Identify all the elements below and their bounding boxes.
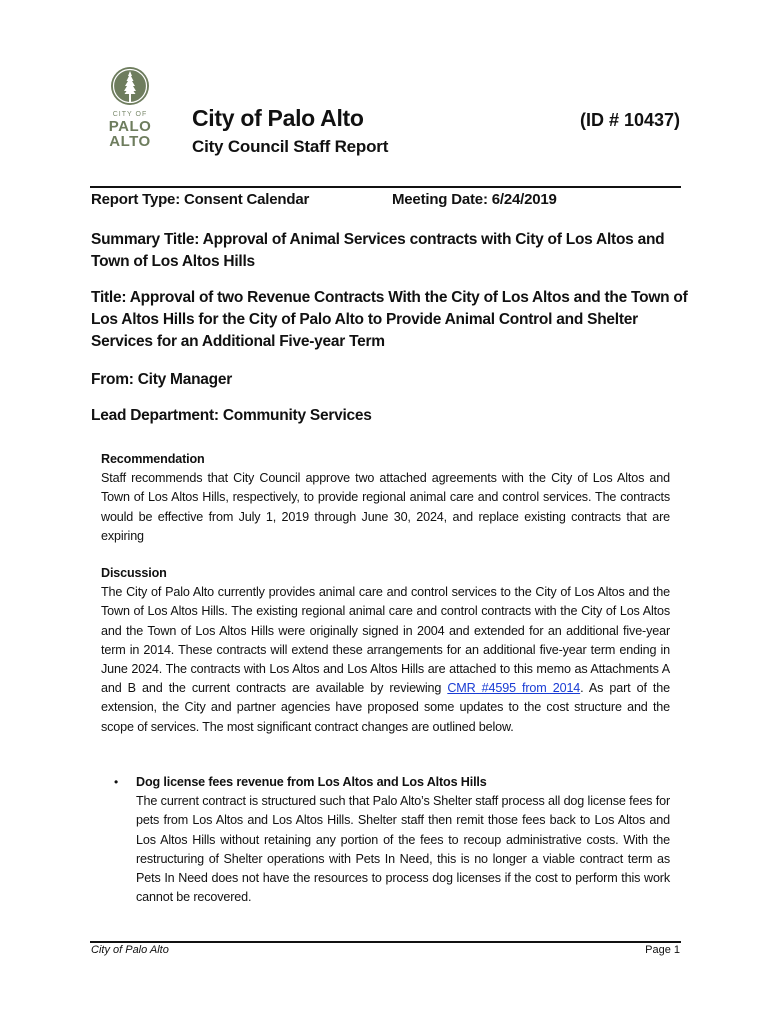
report-id: (ID # 10437) [580, 110, 681, 130]
bullet-list [101, 773, 670, 907]
cmr-4595-link[interactable]: CMR #4595 from 2014 [447, 681, 581, 696]
bullet-body: The current contract is structured such that Palo Alto’s Shelter staff process all dog license fees for pets from Los Altos and Los Altos Hills. Shelter staff then remit those fees back to Los Altos and Los Altos Hills without retaining any portion of the fees to recoup administrative costs. With the restructuring of Shelter operations with Pets In Need, this is no longer a viable contract term as Pets In Need does not have the resources to process dog licenses if the cost to perform this work cannot be recovered. [136, 794, 670, 905]
redwood-tree-icon [110, 66, 150, 106]
summary-title: Summary Title: Approval of Animal Services contracts with City of Los Altos and Town of Los Altos Hills [91, 231, 665, 270]
discussion-text-after-link: . As part of the extension, the City and partner agencies have proposed some updates to the cost structure and the scope of services. The most significant contract changes are outlined below. [101, 681, 670, 734]
report-title: Title: Approval of two Revenue Contracts With the City of Los Altos and the Town of Los Altos Hills for the City of Palo Alto to Provide Animal Control and Shelter Services for an Additional Five-year Term [91, 289, 688, 350]
page-subtitle: City Council Staff Report [192, 137, 389, 156]
from-line: From: City Manager [91, 371, 233, 388]
list-item [101, 773, 670, 907]
page-title: City of Palo Alto [192, 105, 364, 131]
recommendation-section [101, 450, 670, 546]
recommendation-heading: Recommendation [101, 452, 205, 466]
bullet-marker: • [114, 775, 119, 789]
discussion-text-before-link: The City of Palo Alto currently provides animal care and control services to the City of Los Altos and the Town of Los Altos Hills. The existing regional animal care and control contracts with the City of Los Altos and the Town of Los Altos Hills were originally signed in 2004 and extended for an additional five-year term in 2014. These contracts will extend these arrangements for an additional five-year term ending in June 2024. The contracts with Los Altos and Los Altos Hills are attached to this memo as Attachments A and B and the current contracts are available by reviewing [101, 585, 670, 696]
footer-city-name: City of Palo Alto [91, 944, 169, 956]
logo-palo-text: PALO [108, 118, 152, 135]
discussion-section [101, 564, 670, 737]
header-divider [90, 186, 681, 188]
lead-department: Lead Department: Community Services [91, 407, 372, 424]
logo-alto-text: ALTO [109, 133, 151, 150]
city-logo [108, 66, 152, 149]
logo-city-of-text: CITY OF [112, 111, 148, 118]
meeting-date: Meeting Date: 6/24/2019 [392, 191, 557, 208]
report-type: Report Type: Consent Calendar [91, 191, 310, 208]
discussion-heading: Discussion [101, 566, 167, 580]
bullet-title: Dog license fees revenue from Los Altos and Los Altos Hills [136, 775, 487, 789]
recommendation-body: Staff recommends that City Council approve two attached agreements with the City of Los Altos and Town of Los Altos Hills, respectively, to provide regional animal care and control services. The contracts would be effective from July 1, 2019 through June 30, 2024, and replace existing contracts that are expiring [101, 471, 670, 543]
page-number: Page 1 [645, 944, 680, 956]
footer-divider [90, 941, 681, 943]
discussion-body [101, 583, 670, 737]
